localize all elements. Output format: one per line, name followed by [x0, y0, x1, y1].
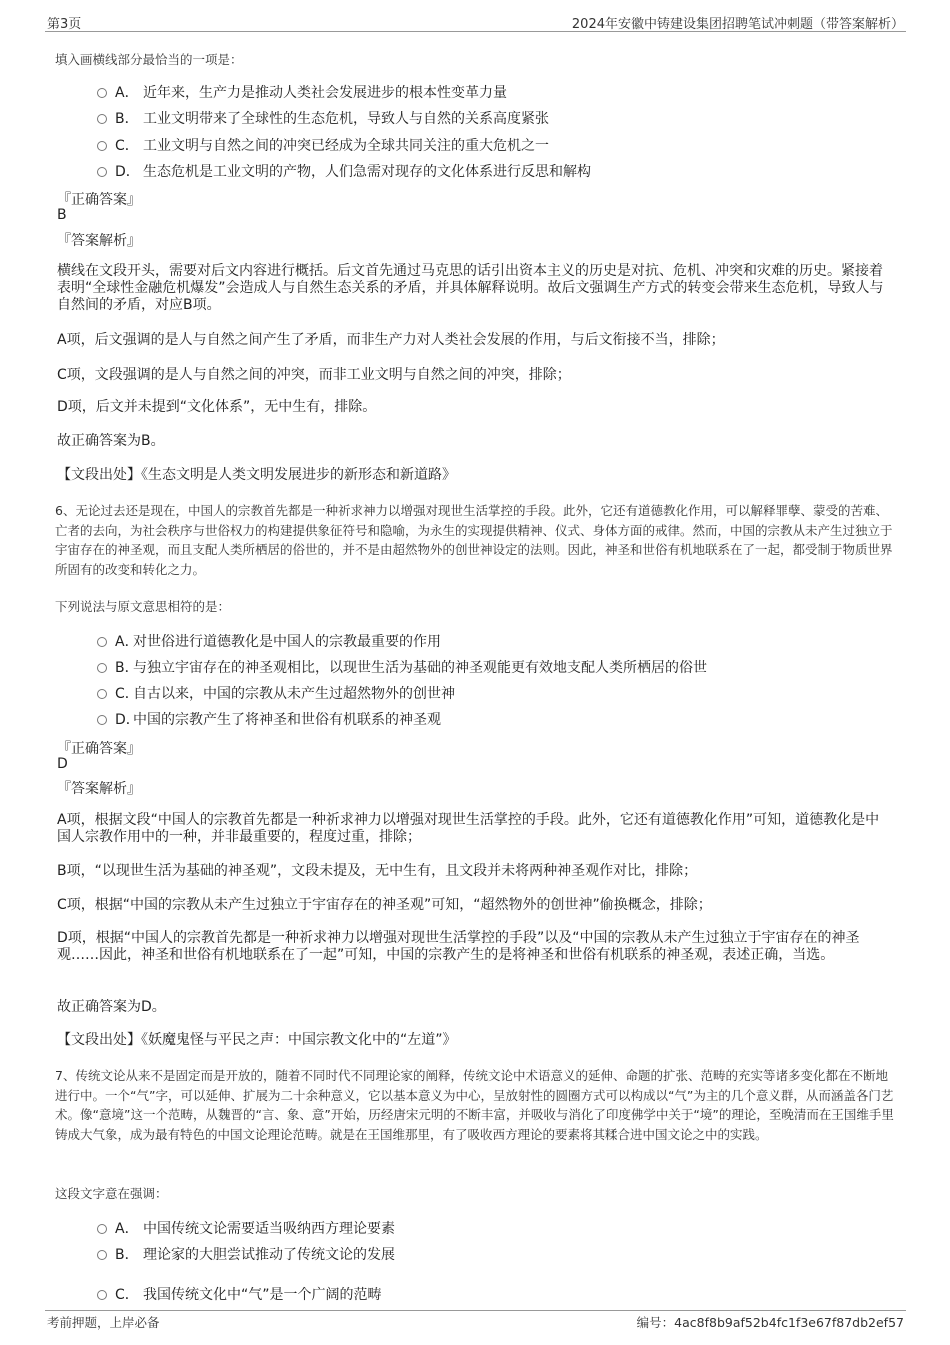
footer-slogan: 考前押题，上岸必备 — [47, 1315, 160, 1330]
q7-option-a[interactable]: A． 中国传统文论需要适当吸纳西方理论要素 — [97, 1218, 395, 1238]
q6-answer-label: 『正确答案』 — [57, 741, 141, 757]
q6-option-a[interactable]: A．对世俗进行道德教化是中国人的宗教最重要的作用 — [97, 631, 441, 651]
radio-icon[interactable] — [97, 1250, 107, 1260]
q5-option-a[interactable]: A． 近年来，生产力是推动人类社会发展进步的根本性变革力量 — [97, 82, 507, 102]
radio-icon[interactable] — [97, 1290, 107, 1300]
option-text: 近年来，生产力是推动人类社会发展进步的根本性变革力量 — [143, 85, 507, 101]
page-header — [0, 0, 950, 34]
q6-answer: D — [57, 756, 68, 772]
radio-icon[interactable] — [97, 1224, 107, 1234]
q6-analysis-para: D项，根据“中国人的宗教首先都是一种祈求神力以增强对现世生活掌控的手段”以及“中国的宗教从未产生过独立于宇宙存在的神圣观……因此，神圣和世俗有机地联系在了一起”可知，中国的宗教产生的是将神圣和世俗有机联系的神圣观，表述正确，当选。 — [57, 930, 860, 963]
radio-icon[interactable] — [97, 141, 107, 151]
q7-option-b[interactable]: B． 理论家的大胆尝试推动了传统文论的发展 — [97, 1244, 395, 1264]
option-text: 对世俗进行道德教化是中国人的宗教最重要的作用 — [133, 634, 441, 650]
radio-icon[interactable] — [97, 663, 107, 673]
header-divider — [45, 31, 906, 32]
q6-analysis-para: 故正确答案为D。 — [57, 999, 166, 1015]
q6-source: 【文段出处】《妖魔鬼怪与平民之声：中国宗教文化中的“左道”》 — [57, 1032, 457, 1048]
option-text: 中国传统文论需要适当吸纳西方理论要素 — [143, 1221, 395, 1237]
q5-analysis-para: D项，后文并未提到“文化体系”，无中生有，排除。 — [57, 399, 377, 415]
q5-analysis-para: C项，文段强调的是人与自然之间的冲突，而非工业文明与自然之间的冲突，排除； — [57, 367, 571, 383]
q6-analysis-para: A项，根据文段“中国人的宗教首先都是一种祈求神力以增强对现世生活掌控的手段。此外，它还有道德教化作用”可知，道德教化是中国人宗教作用中的一种，并非最重要的，程度过重，排除； — [57, 812, 880, 845]
radio-icon[interactable] — [97, 637, 107, 647]
radio-icon[interactable] — [97, 167, 107, 177]
option-text: 工业文明带来了全球性的生态危机，导致人与自然的关系高度紧张 — [143, 111, 549, 127]
q6-passage: 6、无论过去还是现在，中国人的宗教首先都是一种祈求神力以增强对现世生活掌控的手段。此外，它还有道德教化作用，可以解释罪孽、蒙受的苦难、亡者的去向，为社会秩序与世俗权力的构建提供象征符号和隐喻，为永生的实现提供精神、仪式、身体方面的戒律。然而，中国的宗教从未产生过独立于宇宙存在的神圣观，而且支配人类所栖居的俗世的，并不是由超然物外的创世神设定的法则。因此，神圣和世俗有机地联系在了一起，都受制于物质世界所固有的改变和转化之力。 — [55, 503, 893, 577]
q6-option-d[interactable]: D．中国的宗教产生了将神圣和世俗有机联系的神圣观 — [97, 709, 441, 729]
option-text: 自古以来，中国的宗教从未产生过超然物外的创世神 — [133, 686, 455, 702]
radio-icon[interactable] — [97, 689, 107, 699]
document-title: 2024年安徽中铸建设集团招聘笔试冲刺题（带答案解析） — [571, 17, 904, 32]
radio-icon[interactable] — [97, 114, 107, 124]
q5-option-d[interactable]: D． 生态危机是工业文明的产物，人们急需对现存的文化体系进行反思和解构 — [97, 161, 591, 181]
q5-answer: B — [57, 207, 67, 223]
q5-analysis-label: 『答案解析』 — [57, 233, 141, 249]
option-text: 我国传统文化中“气”是一个广阔的范畴 — [143, 1287, 382, 1303]
q6-analysis-label: 『答案解析』 — [57, 781, 141, 797]
radio-icon[interactable] — [97, 88, 107, 98]
q5-analysis-para: A项，后文强调的是人与自然之间产生了矛盾，而非生产力对人类社会发展的作用，与后文衔接不当，排除； — [57, 332, 725, 348]
q6-analysis-para: C项，根据“中国的宗教从未产生过独立于宇宙存在的神圣观”可知，“超然物外的创世神”偷换概念，排除； — [57, 897, 712, 913]
q5-analysis-para: 故正确答案为B。 — [57, 433, 165, 449]
q5-option-c[interactable]: C． 工业文明与自然之间的冲突已经成为全球共同关注的重大危机之一 — [97, 135, 549, 155]
q7-option-c[interactable]: C． 我国传统文化中“气”是一个广阔的范畴 — [97, 1284, 382, 1304]
q5-source: 【文段出处】《生态文明是人类文明发展进步的新形态和新道路》 — [57, 467, 456, 483]
footer-divider — [45, 1310, 906, 1311]
q5-answer-label: 『正确答案』 — [57, 192, 141, 208]
q6-analysis-para: B项，“以现世生活为基础的神圣观”，文段未提及，无中生有，且文段并未将两种神圣观作对比，排除； — [57, 863, 698, 879]
q5-option-b[interactable]: B． 工业文明带来了全球性的生态危机，导致人与自然的关系高度紧张 — [97, 108, 549, 128]
document-id: 编号：4ac8f8b9af52b4fc1f3e67f87db2ef57 — [636, 1315, 904, 1330]
q6-option-c[interactable]: C．自古以来，中国的宗教从未产生过超然物外的创世神 — [97, 683, 455, 703]
option-text: 工业文明与自然之间的冲突已经成为全球共同关注的重大危机之一 — [143, 138, 549, 154]
q6-option-b[interactable]: B．与独立宇宙存在的神圣观相比，以现世生活为基础的神圣观能更有效地支配人类所栖居的俗世 — [97, 657, 707, 677]
q5-prompt: 填入画横线部分最恰当的一项是： — [55, 52, 243, 67]
option-text: 与独立宇宙存在的神圣观相比，以现世生活为基础的神圣观能更有效地支配人类所栖居的俗世 — [133, 660, 707, 676]
q7-passage: 7、传统文论从来不是固定而是开放的，随着不同时代不同理论家的阐释，传统文论中术语意义的延伸、命题的扩张、范畴的充实等诸多变化都在不断地进行中。一个“气”字，可以延伸、扩展为二十余种意义，它以基本意义为中心，呈放射性的圆圈方式可以构成以“气”为主的几个意义群，从而涵盖各门艺术。像“意境”这一个范畴，从魏晋的“言、象、意”开始，历经唐宋元明的不断丰富，并吸收与消化了印度佛学中关于“境”的理论，至晚清而在王国维手里铸成大气象，成为最有特色的中国文论理论范畴。就是在王国维那里，有了吸收西方理论的要素将其糅合进中国文论之中的实践。 — [55, 1068, 894, 1142]
page-number: 第3页 — [47, 17, 82, 32]
page-footer — [0, 1310, 950, 1340]
option-text: 生态危机是工业文明的产物，人们急需对现存的文化体系进行反思和解构 — [143, 164, 591, 180]
q6-prompt: 下列说法与原文意思相符的是： — [55, 599, 231, 614]
option-text: 理论家的大胆尝试推动了传统文论的发展 — [143, 1247, 395, 1263]
q5-analysis-para: 横线在文段开头，需要对后文内容进行概括。后文首先通过马克思的话引出资本主义的历史是对抗、危机、冲突和灾难的历史。紧接着表明“全球性金融危机爆发”会造成人与自然生态关系的矛盾，并具体解释说明。故后文强调生产方式的转变会带来生态危机，导致人与自然间的矛盾，对应B项。 — [57, 263, 884, 313]
q7-prompt: 这段文字意在强调： — [55, 1186, 168, 1201]
option-text: 中国的宗教产生了将神圣和世俗有机联系的神圣观 — [133, 712, 441, 728]
radio-icon[interactable] — [97, 715, 107, 725]
